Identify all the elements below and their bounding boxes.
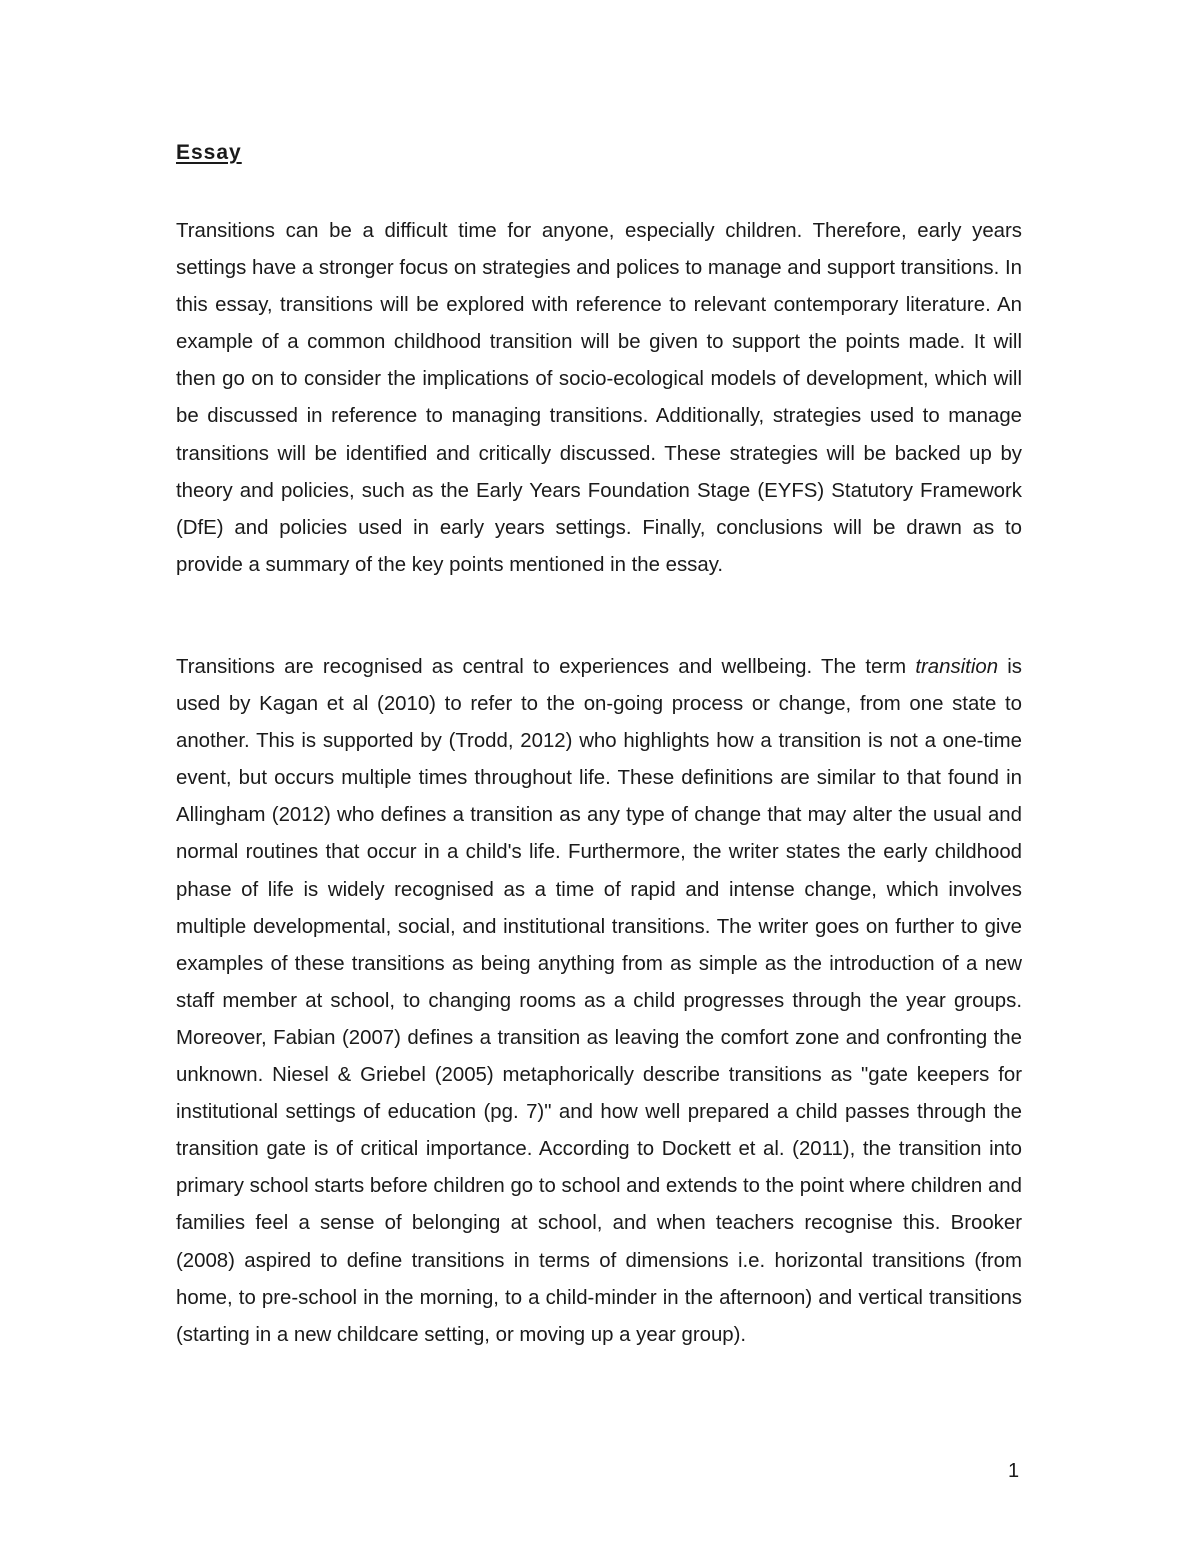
page-number: 1 — [1008, 1460, 1020, 1482]
term-transition: transition — [915, 656, 999, 678]
paragraph-definitions-body: is used by Kagan et al (2010) to refer to the on-going process or change, from one state to another. This is supported by (Trodd, 2012) who highlights how a transition is not a one-time event, but occurs multiple times throughout life. These definitions are similar to that found in Allingham (2012) who defines a transition as any type of change that may alter the usual and normal routines that occur in a child's life. Furthermore, the writer states the early childhood phase of life is widely recognised as a time of rapid and intense change, which involves multiple developmental, social, and institutional transitions. The writer goes on further to give examples of these transitions as being anything from as simple as the introduction of a new staff member at school, to changing rooms as a child progresses through the year groups. Moreover, Fabian (2007) defines a transition as leaving the comfort zone and confronting the unknown. Niesel & Griebel (2005) metaphorically describe transitions as "gate keepers for institutional settings of education (pg. 7)" and how well prepared a child passes through the transition gate is of critical importance. According to Dockett et al. (2011), the transition into primary school starts before children go to school and extends to the point where children and families feel a sense of belonging at school, and when teachers recognise this. Brooker (2008) aspired to define transitions in terms of dimensions i.e. horizontal transitions (from home, to pre-school in the morning, to a child-minder in the afternoon) and vertical transitions (starting in a new childcare setting, or moving up a year group). — [176, 656, 1022, 1346]
paragraph-definitions-lead: Transitions are recognised as central to experiences and wellbeing. The term — [176, 656, 916, 678]
essay-heading: Essay — [176, 141, 242, 164]
paragraph-introduction: Transitions can be a difficult time for anyone, especially children. Therefore, early years settings have a stronger focus on strategies and polices to manage and support transitions. In this essay, transitions will be explored with reference to relevant contemporary literature. An example of a common childhood transition will be given to support the points made. It will then go on to consider the implications of socio-ecological models of development, which will be discussed in reference to managing transitions. Additionally, strategies used to manage transitions will be identified and critically discussed. These strategies will be backed up by theory and policies, such as the Early Years Foundation Stage (EYFS) Statutory Framework (DfE) and policies used in early years settings. Finally, conclusions will be drawn as to provide a summary of the key points mentioned in the essay. — [176, 220, 1022, 576]
paragraph-definitions — [176, 649, 1022, 1354]
